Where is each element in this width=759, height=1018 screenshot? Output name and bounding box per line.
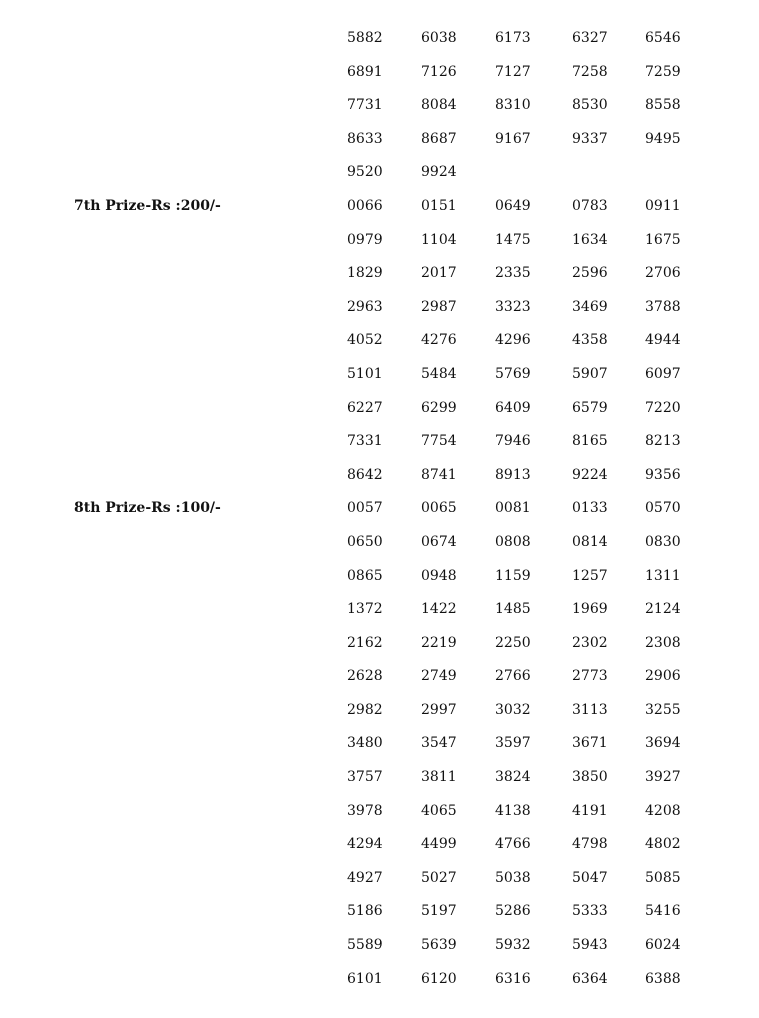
winning-number: 7754 bbox=[421, 433, 457, 450]
number-row bbox=[0, 593, 759, 627]
winning-number: 4052 bbox=[347, 332, 383, 349]
winning-number: 8310 bbox=[495, 97, 531, 114]
winning-number: 2219 bbox=[421, 634, 457, 651]
winning-number: 1675 bbox=[645, 231, 681, 248]
winning-number: 2963 bbox=[347, 298, 383, 315]
winning-number: 1104 bbox=[421, 231, 457, 248]
winning-number: 0151 bbox=[421, 197, 457, 214]
winning-number: 7220 bbox=[645, 399, 681, 416]
number-row bbox=[0, 22, 759, 56]
winning-number: 4802 bbox=[645, 836, 681, 853]
winning-number: 0814 bbox=[572, 533, 608, 550]
winning-number: 1829 bbox=[347, 265, 383, 282]
winning-number: 4927 bbox=[347, 869, 383, 886]
winning-number: 6101 bbox=[347, 970, 383, 987]
winning-number: 2162 bbox=[347, 634, 383, 651]
winning-number: 9167 bbox=[495, 130, 531, 147]
winning-number: 3547 bbox=[421, 735, 457, 752]
winning-number: 7331 bbox=[347, 433, 383, 450]
prize-label: 7th Prize-Rs :200/- bbox=[74, 197, 221, 214]
winning-number: 7127 bbox=[495, 63, 531, 80]
winning-number: 3978 bbox=[347, 802, 383, 819]
winning-number: 9520 bbox=[347, 164, 383, 181]
winning-number: 2749 bbox=[421, 668, 457, 685]
winning-number: 5932 bbox=[495, 937, 531, 954]
winning-number: 4138 bbox=[495, 802, 531, 819]
winning-number: 2987 bbox=[421, 298, 457, 315]
winning-number: 4766 bbox=[495, 836, 531, 853]
winning-number: 0065 bbox=[421, 500, 457, 517]
number-row bbox=[0, 627, 759, 661]
winning-number: 8165 bbox=[572, 433, 608, 450]
winning-number: 7731 bbox=[347, 97, 383, 114]
winning-number: 2906 bbox=[645, 668, 681, 685]
winning-number: 5333 bbox=[572, 903, 608, 920]
winning-number: 0979 bbox=[347, 231, 383, 248]
number-row bbox=[0, 257, 759, 291]
winning-number: 3694 bbox=[645, 735, 681, 752]
winning-number: 4065 bbox=[421, 802, 457, 819]
number-row bbox=[0, 89, 759, 123]
winning-number: 8213 bbox=[645, 433, 681, 450]
winning-number: 6038 bbox=[421, 30, 457, 46]
winning-number: 1475 bbox=[495, 231, 531, 248]
winning-number: 3255 bbox=[645, 701, 681, 718]
number-row bbox=[0, 224, 759, 258]
number-row bbox=[0, 963, 759, 997]
winning-number: 8530 bbox=[572, 97, 608, 114]
winning-number: 4296 bbox=[495, 332, 531, 349]
winning-number: 6097 bbox=[645, 365, 681, 382]
winning-number: 6024 bbox=[645, 937, 681, 954]
winning-number: 8558 bbox=[645, 97, 681, 114]
winning-number: 5639 bbox=[421, 937, 457, 954]
winning-number: 0133 bbox=[572, 500, 608, 517]
winning-number: 3927 bbox=[645, 769, 681, 786]
number-row bbox=[0, 828, 759, 862]
winning-number: 5027 bbox=[421, 869, 457, 886]
winning-number: 4499 bbox=[421, 836, 457, 853]
winning-number: 6546 bbox=[645, 30, 681, 46]
winning-number: 7946 bbox=[495, 433, 531, 450]
winning-number: 8687 bbox=[421, 130, 457, 147]
winning-number: 3480 bbox=[347, 735, 383, 752]
winning-number: 0808 bbox=[495, 533, 531, 550]
winning-number: 7126 bbox=[421, 63, 457, 80]
winning-number: 2250 bbox=[495, 634, 531, 651]
winning-number: 2773 bbox=[572, 668, 608, 685]
winning-number: 4358 bbox=[572, 332, 608, 349]
winning-number: 3597 bbox=[495, 735, 531, 752]
winning-number: 0650 bbox=[347, 533, 383, 550]
prize-section bbox=[0, 190, 759, 492]
winning-number: 5907 bbox=[572, 365, 608, 382]
winning-number: 9224 bbox=[572, 466, 608, 483]
winning-number: 5769 bbox=[495, 365, 531, 382]
winning-number: 9924 bbox=[421, 164, 457, 181]
winning-number: 5416 bbox=[645, 903, 681, 920]
winning-number: 3323 bbox=[495, 298, 531, 315]
winning-number: 4208 bbox=[645, 802, 681, 819]
winning-number: 5085 bbox=[645, 869, 681, 886]
winning-number: 5047 bbox=[572, 869, 608, 886]
winning-number: 8084 bbox=[421, 97, 457, 114]
winning-number: 0783 bbox=[572, 197, 608, 214]
winning-number: 1634 bbox=[572, 231, 608, 248]
winning-number: 5286 bbox=[495, 903, 531, 920]
winning-number: 1372 bbox=[347, 601, 383, 618]
number-row bbox=[0, 761, 759, 795]
number-row bbox=[0, 459, 759, 493]
winning-number: 5589 bbox=[347, 937, 383, 954]
number-row bbox=[0, 492, 759, 526]
winning-number: 6364 bbox=[572, 970, 608, 987]
winning-number: 2124 bbox=[645, 601, 681, 618]
winning-number: 6173 bbox=[495, 30, 531, 46]
winning-number: 8741 bbox=[421, 466, 457, 483]
winning-number: 3850 bbox=[572, 769, 608, 786]
number-row bbox=[0, 156, 759, 190]
winning-number: 2017 bbox=[421, 265, 457, 282]
number-row bbox=[0, 190, 759, 224]
winning-number: 3811 bbox=[421, 769, 457, 786]
winning-number: 9337 bbox=[572, 130, 608, 147]
number-row bbox=[0, 392, 759, 426]
winning-number: 4944 bbox=[645, 332, 681, 349]
winning-number: 2308 bbox=[645, 634, 681, 651]
winning-number: 7259 bbox=[645, 63, 681, 80]
winning-number: 0057 bbox=[347, 500, 383, 517]
winning-number: 6299 bbox=[421, 399, 457, 416]
number-row bbox=[0, 694, 759, 728]
winning-number: 0911 bbox=[645, 197, 681, 214]
winning-number: 6316 bbox=[495, 970, 531, 987]
winning-number: 4276 bbox=[421, 332, 457, 349]
prize-section bbox=[0, 22, 759, 190]
winning-number: 6327 bbox=[572, 30, 608, 46]
winning-number: 6579 bbox=[572, 399, 608, 416]
winning-number: 2596 bbox=[572, 265, 608, 282]
winning-number: 9495 bbox=[645, 130, 681, 147]
prize-results-document bbox=[0, 22, 759, 996]
number-row bbox=[0, 560, 759, 594]
number-row bbox=[0, 727, 759, 761]
winning-number: 5186 bbox=[347, 903, 383, 920]
winning-number: 0674 bbox=[421, 533, 457, 550]
winning-number: 0649 bbox=[495, 197, 531, 214]
winning-number: 0830 bbox=[645, 533, 681, 550]
winning-number: 1311 bbox=[645, 567, 681, 584]
winning-number: 3788 bbox=[645, 298, 681, 315]
winning-number: 3469 bbox=[572, 298, 608, 315]
prize-section bbox=[0, 492, 759, 996]
winning-number: 3032 bbox=[495, 701, 531, 718]
winning-number: 2982 bbox=[347, 701, 383, 718]
winning-number: 7258 bbox=[572, 63, 608, 80]
winning-number: 3671 bbox=[572, 735, 608, 752]
number-row bbox=[0, 526, 759, 560]
winning-number: 6120 bbox=[421, 970, 457, 987]
winning-number: 4191 bbox=[572, 802, 608, 819]
number-row bbox=[0, 56, 759, 90]
winning-number: 1485 bbox=[495, 601, 531, 618]
winning-number: 2766 bbox=[495, 668, 531, 685]
prize-label: 8th Prize-Rs :100/- bbox=[74, 500, 221, 517]
winning-number: 3824 bbox=[495, 769, 531, 786]
winning-number: 1969 bbox=[572, 601, 608, 618]
winning-number: 2335 bbox=[495, 265, 531, 282]
number-row bbox=[0, 929, 759, 963]
winning-number: 0948 bbox=[421, 567, 457, 584]
winning-number: 8633 bbox=[347, 130, 383, 147]
winning-number: 3113 bbox=[572, 701, 608, 718]
number-row bbox=[0, 895, 759, 929]
number-row bbox=[0, 358, 759, 392]
winning-number: 5943 bbox=[572, 937, 608, 954]
winning-number: 4294 bbox=[347, 836, 383, 853]
number-row bbox=[0, 660, 759, 694]
winning-number: 5197 bbox=[421, 903, 457, 920]
winning-number: 6891 bbox=[347, 63, 383, 80]
winning-number: 6409 bbox=[495, 399, 531, 416]
winning-number: 2997 bbox=[421, 701, 457, 718]
number-row bbox=[0, 291, 759, 325]
number-row bbox=[0, 324, 759, 358]
winning-number: 1257 bbox=[572, 567, 608, 584]
number-row bbox=[0, 123, 759, 157]
winning-number: 5882 bbox=[347, 30, 383, 46]
winning-number: 9356 bbox=[645, 466, 681, 483]
winning-number: 8642 bbox=[347, 466, 383, 483]
winning-number: 1159 bbox=[495, 567, 531, 584]
winning-number: 0066 bbox=[347, 197, 383, 214]
winning-number: 0865 bbox=[347, 567, 383, 584]
winning-number: 5101 bbox=[347, 365, 383, 382]
winning-number: 3757 bbox=[347, 769, 383, 786]
winning-number: 2706 bbox=[645, 265, 681, 282]
number-row bbox=[0, 862, 759, 896]
winning-number: 6388 bbox=[645, 970, 681, 987]
winning-number: 0570 bbox=[645, 500, 681, 517]
winning-number: 8913 bbox=[495, 466, 531, 483]
winning-number: 2628 bbox=[347, 668, 383, 685]
winning-number: 4798 bbox=[572, 836, 608, 853]
winning-number: 1422 bbox=[421, 601, 457, 618]
winning-number: 0081 bbox=[495, 500, 531, 517]
winning-number: 5038 bbox=[495, 869, 531, 886]
number-row bbox=[0, 425, 759, 459]
winning-number: 5484 bbox=[421, 365, 457, 382]
number-row bbox=[0, 795, 759, 829]
winning-number: 6227 bbox=[347, 399, 383, 416]
winning-number: 2302 bbox=[572, 634, 608, 651]
